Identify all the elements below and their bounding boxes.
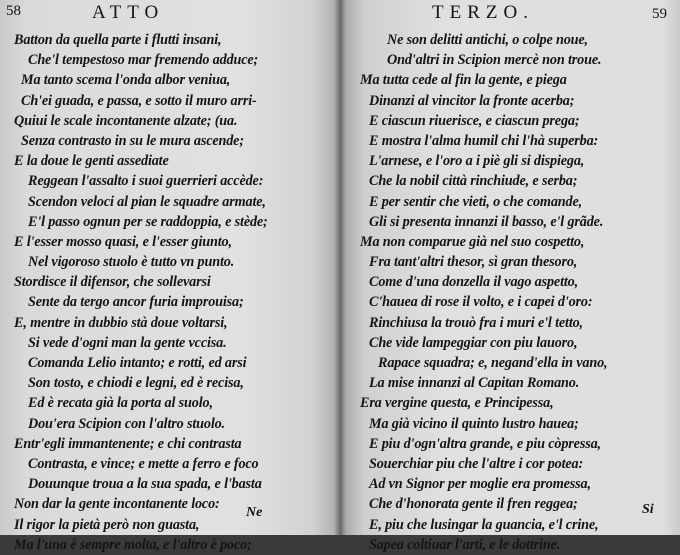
verse-line: Che d'honorata gente il fren reggea; [369,496,578,513]
verse-line: Contrasta, e vince; e mette a ferro e foco [28,455,259,472]
verse-line: Rinchiusa la trouò fra i muri e'l tetto, [369,314,583,331]
right-verse-lines [340,30,680,555]
verse-line: Il rigor la pietà però non guasta, [14,516,200,533]
verse-line: Quiui le scale incontanente alzate; (ua. [14,112,238,129]
verse-line: Non dar la gente incontanente loco: [14,496,220,513]
verse-line: Gli si presenta innanzi il basso, e'l grãde. [369,213,604,230]
right-page [340,0,680,553]
verse-line: Scendon veloci al pian le squadre armate, [28,193,266,210]
verse-line: Si vede d'ogni man la gente vccisa. [28,334,227,351]
book-gutter [334,0,346,535]
right-page-number: 59 [652,6,667,22]
verse-line: E, mentre in dubbio stà doue voltarsi, [14,314,228,331]
verse-line: E per sentir che vieti, o che comande, [369,193,582,210]
verse-line: Ma non comparue già nel suo cospetto, [360,233,585,250]
verse-line: Era vergine questa, e Principessa, [360,395,554,412]
verse-line: L'arnese, e l'oro a i piè gli si dispiega, [369,153,585,170]
verse-line: Ed è recata già la porta al suolo, [28,395,213,412]
verse-line: Come d'una donzella il vago aspetto, [369,274,578,291]
verse-line: Rapace squadra; e, negand'ella in vano, [378,355,608,371]
verse-line: Sapea coltiuar l'arti, e le dottrine. [369,536,561,553]
verse-line: E'l passo ognun per se raddoppia, e stède; [28,213,268,230]
verse-line: C'hauea di rose il volto, e i capei d'oro: [369,294,593,311]
verse-line: E mostra l'alma humil chi l'hà superba: [369,132,599,149]
verse-line: Nel vigoroso stuolo è tutto vn punto. [28,254,235,271]
verse-line: Reggean l'assalto i suoi guerrieri accède: [28,173,264,190]
verse-line: E, piu che lusingar la guancia, e'l crine, [369,516,599,533]
verse-line: Entr'egli immantenente; e chi contrasta [14,435,242,452]
right-catchword: Si [642,502,654,517]
verse-line: Ma l'una è sempre molta, e l'altro è poco; [14,536,252,553]
verse-line: E piu d'ogn'altra grande, e piu còpressa, [369,435,601,452]
left-page [0,0,340,553]
verse-line: Ne son delitti antichi, o colpe noue, [387,32,588,48]
verse-line: Son tosto, e chiodi e legni, ed è recisa, [28,375,244,392]
verse-line: Ond'altri in Scipion mercè non troue. [387,52,602,69]
verse-line: Che la nobil città rinchiude, e serba; [369,173,578,190]
verse-line: Dinanzi al vincitor la fronte acerba; [369,92,575,109]
verse-line: Che'l tempestoso mar fremendo adduce; [28,52,259,69]
verse-line: E ciascun riuerisce, e ciascun prega; [369,112,580,129]
verse-line: Ma tutta cede al fin la gente, e piega [360,72,567,89]
right-running-head: TERZO. [432,2,534,23]
verse-line: E l'esser mosso quasi, e l'esser giunto, [14,233,232,250]
verse-line: Senza contrasto in su le mura ascende; [21,132,244,149]
verse-line: Ma tanto scema l'onda albor veniua, [21,72,231,89]
left-verse-lines [0,30,340,555]
verse-line: Che vide lampeggiar con piu lauoro, [369,334,578,351]
verse-line: Batton da quella parte i flutti insani, [14,32,222,48]
verse-line: Comanda Lelio intanto; e rotti, ed arsi [28,355,247,371]
verse-line: Souerchiar piu che l'altre i cor potea: [369,455,584,472]
verse-line: Dou'era Scipion con l'altro stuolo. [28,415,225,432]
verse-line: Sente da tergo ancor furia improuisa; [28,294,244,311]
verse-line: Ch'ei guada, e passa, e sotto il muro arri- [21,92,257,109]
verse-line: E la doue le genti assediate [14,153,169,170]
left-catchword: Ne [246,505,263,520]
verse-line: Fra tant'altri thesor, sì gran thesoro, [369,254,578,271]
verse-line: Douunque troua a la sua spada, e l'basta [28,476,262,493]
verse-line: Stordisce il difensor, che sollevarsi [14,274,211,291]
verse-line: Ad vn Signor per moglie era promessa, [369,476,591,493]
left-running-head: ATTO [92,2,165,23]
verse-line: La mise innanzi al Capitan Romano. [369,375,580,392]
verse-line: Ma già vicino il quinto lustro hauea; [369,415,579,432]
left-page-number: 58 [6,3,21,19]
